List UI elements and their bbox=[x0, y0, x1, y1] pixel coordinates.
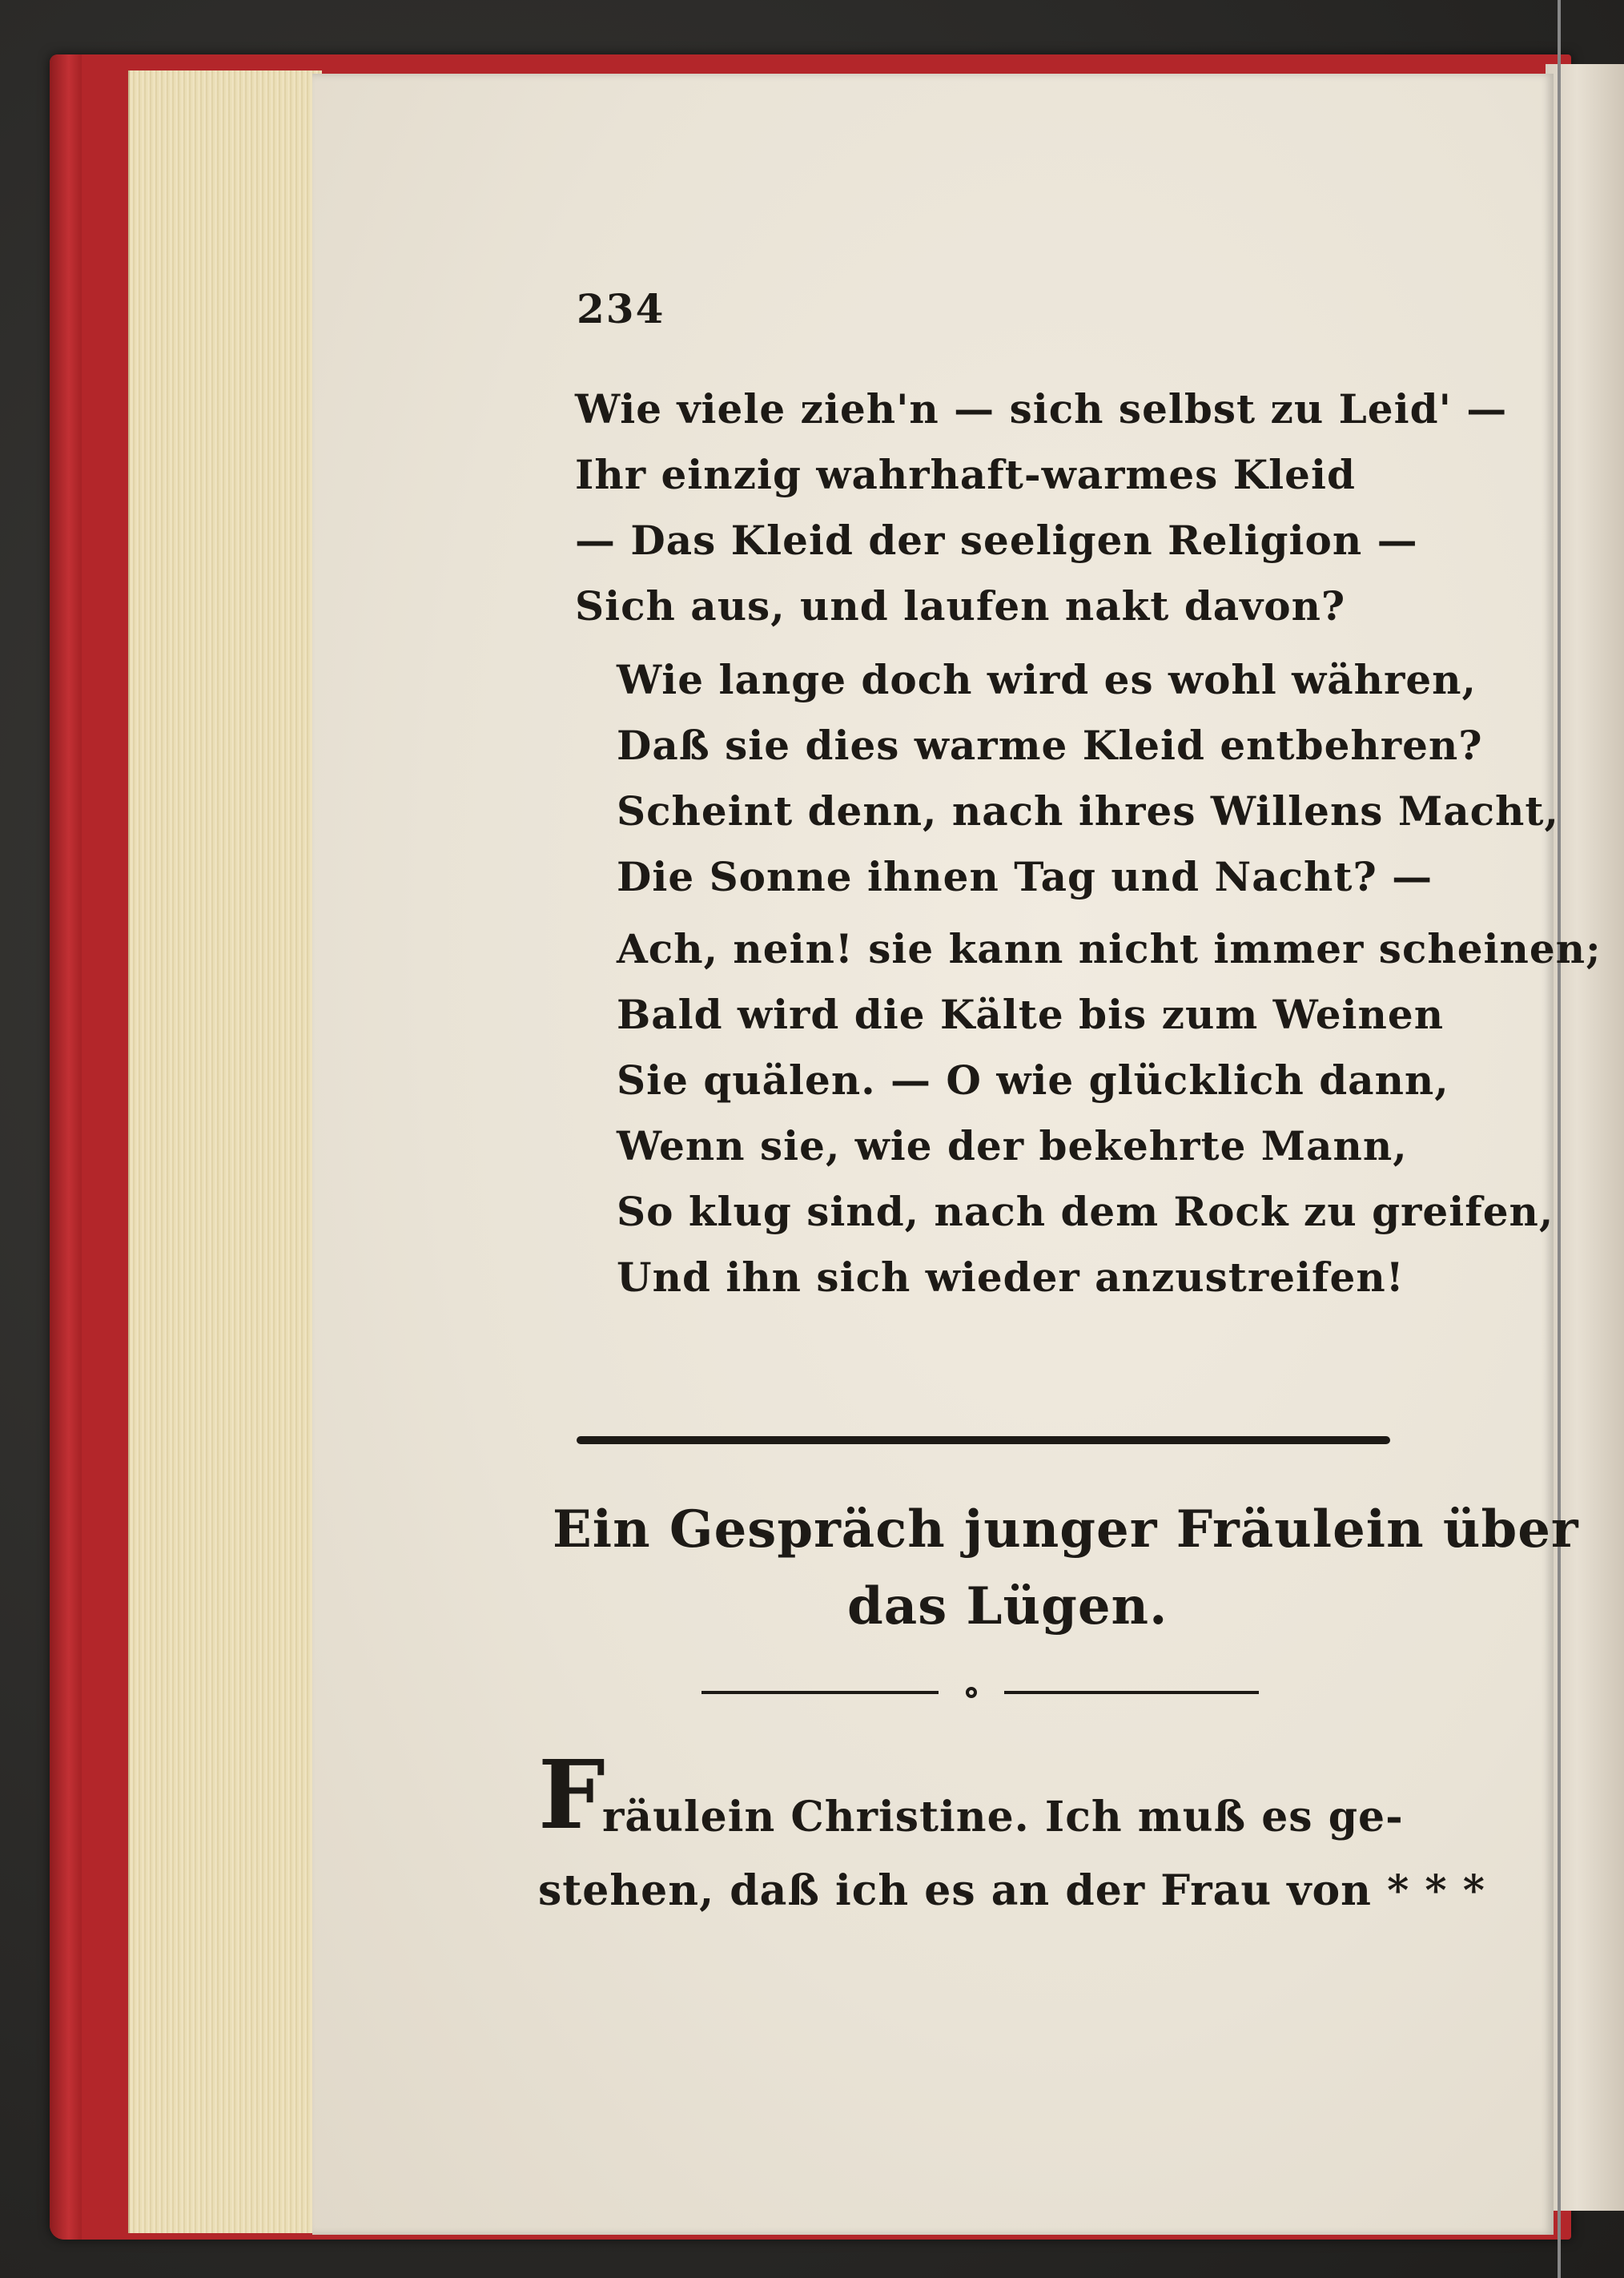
poem-line: Wie lange doch wird es wohl währen, bbox=[617, 656, 1477, 703]
page-gutter-line bbox=[1558, 0, 1561, 2278]
poem-line: Wie viele zieh'n — sich selbst zu Leid' — bbox=[575, 385, 1508, 433]
book-spine-edge bbox=[50, 54, 82, 2240]
page-block-edges bbox=[128, 70, 322, 2233]
poem-line: Wenn sie, wie der bekehrte Mann, bbox=[617, 1122, 1408, 1169]
poem-line: Sie quälen. — O wie glücklich dann, bbox=[617, 1056, 1449, 1104]
poem-line: Bald wird die Kälte bis zum Weinen bbox=[617, 991, 1445, 1038]
ornament-rule-right bbox=[1004, 1691, 1259, 1694]
prose-line: stehen, daß ich es an der Frau von * * * bbox=[538, 1866, 1485, 1915]
section-divider bbox=[577, 1436, 1390, 1444]
poem-line: Und ihn sich wieder anzustreifen! bbox=[617, 1254, 1405, 1301]
poem-line: So klug sind, nach dem Rock zu greifen, bbox=[617, 1188, 1554, 1235]
drop-cap: F bbox=[538, 1739, 605, 1850]
prose-line: räulein Christine. Ich muß es ge- bbox=[602, 1793, 1404, 1841]
poem-line: Scheint denn, nach ihres Willens Macht, bbox=[617, 787, 1559, 835]
ornament-dot bbox=[966, 1687, 977, 1698]
section-title-line-2: das Lügen. bbox=[847, 1576, 1168, 1636]
poem-line: Ihr einzig wahrhaft-warmes Kleid bbox=[575, 451, 1356, 498]
poem-line: Die Sonne ihnen Tag und Nacht? — bbox=[617, 853, 1433, 900]
ornament-rule-left bbox=[701, 1691, 939, 1694]
poem-line: Sich aus, und laufen nakt davon? bbox=[575, 582, 1346, 630]
poem-line: — Das Kleid der seeligen Religion — bbox=[575, 517, 1418, 564]
page-number: 234 bbox=[577, 285, 665, 332]
poem-line: Daß sie dies warme Kleid entbehren? bbox=[617, 722, 1483, 769]
section-title-line-1: Ein Gespräch junger Fräulein über bbox=[553, 1499, 1579, 1560]
poem-line: Ach, nein! sie kann nicht immer scheinen; bbox=[617, 925, 1602, 972]
